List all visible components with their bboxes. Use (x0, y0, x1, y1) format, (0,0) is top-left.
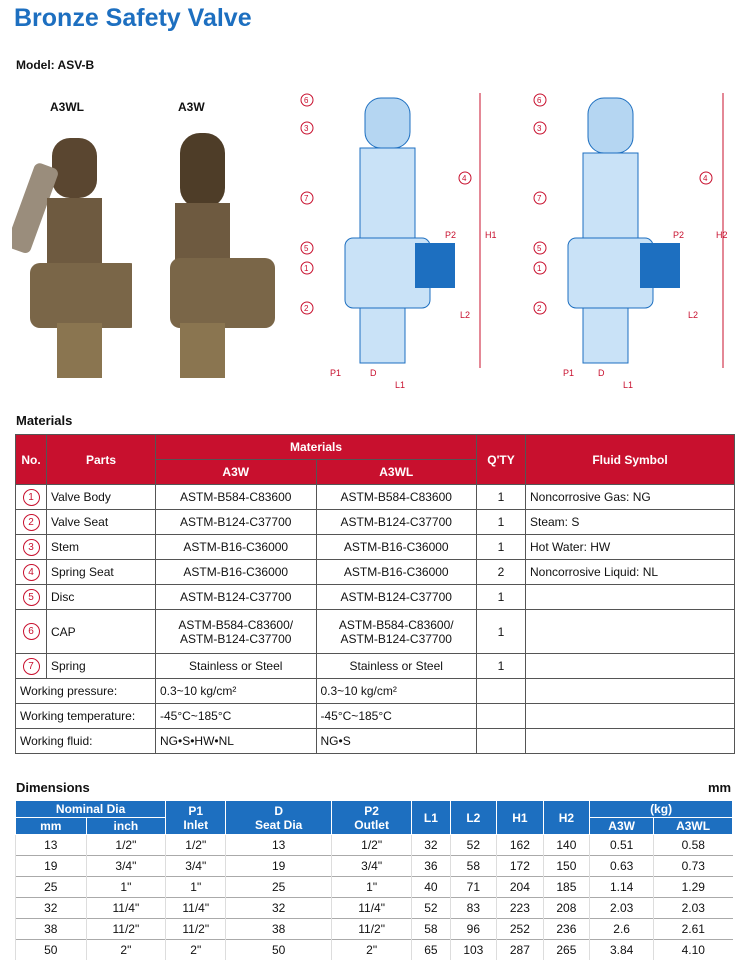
dimension-cell: 32 (412, 835, 450, 856)
dimension-cell: 65 (412, 940, 450, 961)
material-a3wl: ASTM-B584-C83600 (316, 485, 477, 510)
valve-photo-a3wl (12, 118, 132, 390)
dimension-cell: 11/4" (166, 898, 226, 919)
callout-2: 2 (537, 304, 542, 313)
dim-h2: H2 (716, 230, 728, 240)
col-materials: Materials (156, 435, 477, 460)
extra-a3wl: -45°C~185°C (316, 704, 477, 729)
col-parts: Parts (47, 435, 156, 485)
photo-label-a3w: A3W (178, 100, 205, 114)
dim-d: D (598, 368, 605, 378)
dimension-cell: 103 (450, 940, 497, 961)
materials-extra-row (16, 729, 735, 754)
fluid-symbol: Steam: S (526, 510, 735, 535)
extra-label: Working pressure: (16, 679, 156, 704)
col-fluid: Fluid Symbol (526, 435, 735, 485)
col-d: D Seat Dia (226, 801, 332, 835)
col-a3wl: A3WL (316, 460, 477, 485)
dimension-cell: 2" (166, 940, 226, 961)
dimension-cell: 96 (450, 919, 497, 940)
dimension-cell: 11/4" (86, 898, 166, 919)
dimensions-heading: Dimensions (16, 780, 90, 795)
dimensions-row (16, 898, 733, 919)
dimension-cell: 71 (450, 877, 497, 898)
material-a3w: ASTM-B124-C37700 (156, 510, 317, 535)
extra-a3wl: NG•S (316, 729, 477, 754)
dim-p1: P1 (330, 368, 342, 378)
materials-extra-row (16, 679, 735, 704)
dimension-cell: 1/2" (166, 835, 226, 856)
dimension-cell: 11/2" (332, 919, 412, 940)
dimension-cell: 287 (497, 940, 544, 961)
dimension-cell: 50 (226, 940, 332, 961)
dimension-cell: 208 (543, 898, 590, 919)
col-p1: P1 Inlet (166, 801, 226, 835)
dimension-cell: 2.03 (590, 898, 654, 919)
dimension-cell: 2.61 (654, 919, 733, 940)
dimension-cell: 1" (166, 877, 226, 898)
dim-l2: L2 (460, 310, 471, 320)
col-l2: L2 (450, 801, 497, 835)
fluid-symbol: Noncorrosive Gas: NG (526, 485, 735, 510)
dimension-cell: 52 (450, 835, 497, 856)
photo-label-a3wl: A3WL (50, 100, 84, 114)
col-h1: H1 (497, 801, 544, 835)
dimension-cell: 3.84 (590, 940, 654, 961)
dimension-cell: 0.63 (590, 856, 654, 877)
callout-6: 6 (304, 96, 309, 105)
dim-l1: L1 (623, 380, 634, 390)
qty: 1 (477, 610, 526, 654)
dimension-cell: 2" (86, 940, 166, 961)
part-name: Valve Seat (47, 510, 156, 535)
dimension-cell: 1.14 (590, 877, 654, 898)
part-name: Spring Seat (47, 560, 156, 585)
dim-p1: P1 (563, 368, 575, 378)
dimension-cell: 4.10 (654, 940, 733, 961)
dimension-cell: 140 (543, 835, 590, 856)
material-a3wl: ASTM-B16-C36000 (316, 535, 477, 560)
dimension-cell: 162 (497, 835, 544, 856)
col-weight-a3wl: A3WL (654, 818, 733, 835)
dimension-cell: 25 (16, 877, 87, 898)
dimensions-row (16, 856, 733, 877)
material-a3wl: ASTM-B16-C36000 (316, 560, 477, 585)
extra-a3w: NG•S•HW•NL (156, 729, 317, 754)
dim-p2: P2 (673, 230, 685, 240)
col-l1: L1 (412, 801, 450, 835)
part-name: CAP (47, 610, 156, 654)
materials-row (16, 654, 735, 679)
dimension-cell: 38 (226, 919, 332, 940)
extra-a3wl: 0.3~10 kg/cm² (316, 679, 477, 704)
extra-a3w: -45°C~185°C (156, 704, 317, 729)
col-weight-a3w: A3W (590, 818, 654, 835)
materials-table (15, 434, 735, 754)
dimension-cell: 3/4" (332, 856, 412, 877)
col-mm: mm (16, 818, 87, 835)
dimension-cell: 236 (543, 919, 590, 940)
dimensions-row (16, 940, 733, 961)
row-number: 1 (16, 485, 47, 510)
row-number: 3 (16, 535, 47, 560)
material-a3wl: Stainless or Steel (316, 654, 477, 679)
dimension-cell: 252 (497, 919, 544, 940)
fluid-symbol: Noncorrosive Liquid: NL (526, 560, 735, 585)
dimension-cell: 185 (543, 877, 590, 898)
dimensions-table (15, 800, 733, 960)
callout-4: 4 (462, 174, 467, 183)
dimension-cell: 58 (412, 919, 450, 940)
dimension-cell: 2.6 (590, 919, 654, 940)
row-number: 4 (16, 560, 47, 585)
dim-h1: H1 (485, 230, 497, 240)
dim-l1: L1 (395, 380, 406, 390)
callout-5: 5 (537, 244, 542, 253)
dimensions-row (16, 919, 733, 940)
dimension-cell: 204 (497, 877, 544, 898)
dimension-cell: 265 (543, 940, 590, 961)
dim-l2: L2 (688, 310, 699, 320)
dimension-cell: 13 (16, 835, 87, 856)
materials-row (16, 585, 735, 610)
dimension-cell: 32 (226, 898, 332, 919)
row-number: 6 (16, 610, 47, 654)
material-a3w: ASTM-B584-C83600 (156, 485, 317, 510)
materials-row (16, 535, 735, 560)
callout-6: 6 (537, 96, 542, 105)
materials-row (16, 610, 735, 654)
callout-7: 7 (304, 194, 309, 203)
dimension-cell: 32 (16, 898, 87, 919)
fluid-symbol (526, 585, 735, 610)
qty: 1 (477, 510, 526, 535)
dimension-cell: 11/4" (332, 898, 412, 919)
material-a3w: ASTM-B124-C37700 (156, 585, 317, 610)
dimension-cell: 223 (497, 898, 544, 919)
dimension-cell: 1.29 (654, 877, 733, 898)
col-h2: H2 (543, 801, 590, 835)
dimension-cell: 11/2" (86, 919, 166, 940)
dimensions-row (16, 835, 733, 856)
row-number: 2 (16, 510, 47, 535)
dimension-cell: 0.51 (590, 835, 654, 856)
extra-a3w: 0.3~10 kg/cm² (156, 679, 317, 704)
dimension-cell: 50 (16, 940, 87, 961)
material-a3w: ASTM-B584-C83600/ ASTM-B124-C37700 (156, 610, 317, 654)
callout-3: 3 (304, 124, 309, 133)
extra-label: Working fluid: (16, 729, 156, 754)
dimension-cell: 0.58 (654, 835, 733, 856)
dimension-cell: 83 (450, 898, 497, 919)
row-number: 7 (16, 654, 47, 679)
fluid-symbol (526, 610, 735, 654)
dimension-cell: 52 (412, 898, 450, 919)
dim-d: D (370, 368, 377, 378)
qty: 2 (477, 560, 526, 585)
dimension-cell: 1/2" (86, 835, 166, 856)
callout-1: 1 (304, 264, 309, 273)
dimension-cell: 19 (16, 856, 87, 877)
col-no: No. (16, 435, 47, 485)
col-p2: P2 Outlet (332, 801, 412, 835)
model-label: Model: ASV-B (16, 58, 95, 72)
qty: 1 (477, 585, 526, 610)
material-a3w: Stainless or Steel (156, 654, 317, 679)
dimension-cell: 150 (543, 856, 590, 877)
callout-5: 5 (304, 244, 309, 253)
dimensions-unit: mm (708, 780, 732, 795)
qty: 1 (477, 485, 526, 510)
extra-label: Working temperature: (16, 704, 156, 729)
callout-3: 3 (537, 124, 542, 133)
dimension-cell: 40 (412, 877, 450, 898)
materials-row (16, 485, 735, 510)
material-a3wl: ASTM-B124-C37700 (316, 510, 477, 535)
col-qty: Q'TY (477, 435, 526, 485)
qty: 1 (477, 535, 526, 560)
dimension-cell: 0.73 (654, 856, 733, 877)
dimension-cell: 19 (226, 856, 332, 877)
dimension-cell: 13 (226, 835, 332, 856)
row-number: 5 (16, 585, 47, 610)
callout-1: 1 (537, 264, 542, 273)
col-inch: inch (86, 818, 166, 835)
part-name: Spring (47, 654, 156, 679)
drawing-a3wl (295, 88, 505, 398)
page-title: Bronze Safety Valve (14, 4, 252, 32)
materials-heading: Materials (16, 413, 73, 428)
part-name: Stem (47, 535, 156, 560)
qty: 1 (477, 654, 526, 679)
material-a3w: ASTM-B16-C36000 (156, 560, 317, 585)
dimension-cell: 172 (497, 856, 544, 877)
fluid-symbol: Hot Water: HW (526, 535, 735, 560)
materials-row (16, 510, 735, 535)
dimension-cell: 58 (450, 856, 497, 877)
dimension-cell: 3/4" (86, 856, 166, 877)
materials-extra-row (16, 704, 735, 729)
dimension-cell: 11/2" (166, 919, 226, 940)
dimension-cell: 2" (332, 940, 412, 961)
dimension-cell: 1/2" (332, 835, 412, 856)
callout-4: 4 (703, 174, 708, 183)
callout-7: 7 (537, 194, 542, 203)
part-name: Disc (47, 585, 156, 610)
material-a3wl: ASTM-B124-C37700 (316, 585, 477, 610)
dimensions-row (16, 877, 733, 898)
materials-row (16, 560, 735, 585)
drawing-a3w (528, 88, 738, 398)
dim-p2: P2 (445, 230, 457, 240)
valve-photo-a3w (160, 118, 280, 390)
part-name: Valve Body (47, 485, 156, 510)
material-a3w: ASTM-B16-C36000 (156, 535, 317, 560)
dimension-cell: 36 (412, 856, 450, 877)
callout-2: 2 (304, 304, 309, 313)
col-nominal: Nominal Dia (16, 801, 166, 818)
fluid-symbol (526, 654, 735, 679)
dimension-cell: 1" (86, 877, 166, 898)
dimension-cell: 1" (332, 877, 412, 898)
dimension-cell: 3/4" (166, 856, 226, 877)
dimension-cell: 38 (16, 919, 87, 940)
col-kg: (kg) (590, 801, 733, 818)
dimension-cell: 25 (226, 877, 332, 898)
col-a3w: A3W (156, 460, 317, 485)
material-a3wl: ASTM-B584-C83600/ ASTM-B124-C37700 (316, 610, 477, 654)
dimension-cell: 2.03 (654, 898, 733, 919)
